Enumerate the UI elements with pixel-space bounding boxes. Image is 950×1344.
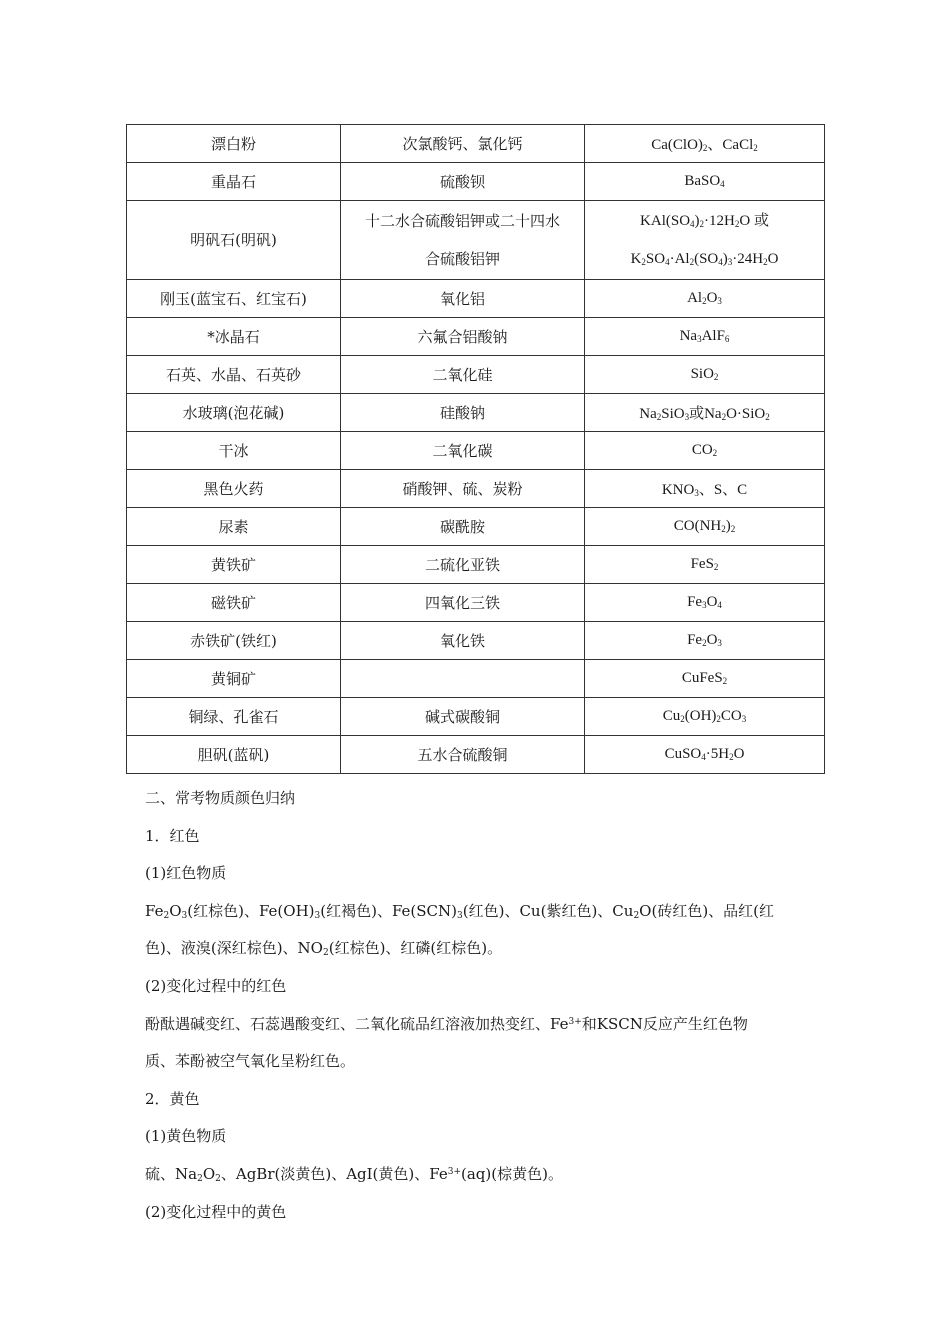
table-row	[127, 201, 825, 280]
main-component-cell: 二氧化碳	[341, 432, 585, 470]
red-text-1-cont: 色)、液溴(深红棕色)、$NO_2$(红棕色)、红磷(红棕色)。	[145, 939, 503, 959]
mineral-name-cell: 尿素	[127, 508, 341, 546]
mineral-table-body	[127, 125, 825, 774]
color-summary-section	[145, 780, 825, 1231]
main-component-cell: 次氯酸钙、氯化钙	[341, 125, 585, 163]
yellow-subheading-2: (2)变化过程中的黄色	[145, 1202, 287, 1221]
chemical-formula-cell: $Al_2O_3$	[585, 280, 825, 318]
chemical-formula-cell: FeS$_2$	[585, 546, 825, 584]
red-subheading-1: (1)红色物质	[145, 864, 227, 883]
mineral-name-cell: 赤铁矿(铁红)	[127, 622, 341, 660]
mineral-table	[126, 124, 825, 774]
table-row	[127, 508, 825, 546]
mineral-name-cell: 水玻璃(泡花碱)	[127, 394, 341, 432]
table-row	[127, 125, 825, 163]
red-text-2: 酚酞遇碱变红、石蕊遇酸变红、二氧化硫品红溶液加热变红、$Fe^{3+}$和KSCN反应产生红色物	[145, 1014, 748, 1033]
table-row	[127, 698, 825, 736]
mineral-name-cell: 黑色火药	[127, 470, 341, 508]
chemical-formula-cell: $CuSO_4\cdot 5H_2O$	[585, 736, 825, 774]
main-component-cell: 氧化铝	[341, 280, 585, 318]
mineral-name-cell: 磁铁矿	[127, 584, 341, 622]
main-component-cell: 五水合硫酸铜	[341, 736, 585, 774]
mineral-name-cell: *冰晶石	[127, 318, 341, 356]
yellow-heading: 2．黄色	[145, 1089, 200, 1108]
chemical-formula-cell: $Fe_3O_4$	[585, 584, 825, 622]
mineral-name-cell: 胆矾(蓝矾)	[127, 736, 341, 774]
red-heading: 1．红色	[145, 826, 200, 845]
table-row	[127, 584, 825, 622]
main-component-cell: 硝酸钾、硫、炭粉	[341, 470, 585, 508]
table-row	[127, 432, 825, 470]
mineral-name-cell: 刚玉(蓝宝石、红宝石)	[127, 280, 341, 318]
main-component-cell: 硅酸钠	[341, 394, 585, 432]
chemical-formula-cell: $Cu_2(OH)_2CO_3$	[585, 698, 825, 736]
main-component-cell: 二氧化硅	[341, 356, 585, 394]
mineral-name-cell: 铜绿、孔雀石	[127, 698, 341, 736]
chemical-formula-cell: $KNO_3$、S、C	[585, 470, 825, 508]
section-heading: 二、常考物质颜色归纳	[145, 789, 296, 807]
table-row	[127, 546, 825, 584]
main-component-cell: 碱式碳酸铜	[341, 698, 585, 736]
main-component-cell: 碳酰胺	[341, 508, 585, 546]
main-component-cell: 硫酸钡	[341, 163, 585, 201]
mineral-name-cell: 漂白粉	[127, 125, 341, 163]
main-component-cell: 二硫化亚铁	[341, 546, 585, 584]
mineral-name-cell: 黄铜矿	[127, 660, 341, 698]
chemical-formula-cell: SiO$_2$	[585, 356, 825, 394]
mineral-name-cell: 黄铁矿	[127, 546, 341, 584]
mineral-name-cell: 干冰	[127, 432, 341, 470]
red-subheading-2: (2)变化过程中的红色	[145, 976, 287, 995]
yellow-subheading-1: (1)黄色物质	[145, 1127, 227, 1146]
table-row	[127, 470, 825, 508]
main-component-cell	[341, 660, 585, 698]
table-row	[127, 280, 825, 318]
main-component-cell: 氧化铁	[341, 622, 585, 660]
red-text-2-cont: 质、苯酚被空气氧化呈粉红色。	[145, 1052, 356, 1071]
chemical-formula-cell: $KAl(SO_4)_2\cdot 12H_2O$ 或 $K_2SO_4\cdot Al_2(SO_4)_3\cdot 24H_2O$	[585, 201, 825, 280]
chemical-formula-cell: $CO(NH_2)_2$	[585, 508, 825, 546]
chemical-formula-cell: BaSO$_4$	[585, 163, 825, 201]
chemical-formula-cell: $Na_2SiO_3$或$Na_2O\cdot SiO_2$	[585, 394, 825, 432]
main-component-cell: 十二水合硫酸铝钾或二十四水 合硫酸铝钾	[341, 201, 585, 280]
mineral-name-cell: 石英、水晶、石英砂	[127, 356, 341, 394]
mineral-name-cell: 明矾石(明矾)	[127, 201, 341, 280]
chemical-formula-cell: CuFeS$_2$	[585, 660, 825, 698]
table-row	[127, 163, 825, 201]
table-row	[127, 660, 825, 698]
table-row	[127, 736, 825, 774]
table-row	[127, 622, 825, 660]
chemical-formula-cell: $Fe_2O_3$	[585, 622, 825, 660]
red-text-1: $Fe_2O_3$(红棕色)、$Fe(OH)_3$(红褐色)、$Fe(SCN)_3$(红色)、Cu(紫红色)、$Cu_2O$(砖红色)、品红(红	[145, 901, 775, 921]
table-row	[127, 318, 825, 356]
chemical-formula-cell: $Na_3AlF_6$	[585, 318, 825, 356]
main-component-cell: 四氧化三铁	[341, 584, 585, 622]
yellow-text-1: 硫、$Na_2O_2$、AgBr(淡黄色)、AgI(黄色)、$Fe^{3+}(aq)$(棕黄色)。	[145, 1164, 563, 1184]
mineral-name-cell: 重晶石	[127, 163, 341, 201]
chemical-formula-cell: $Ca(ClO)_2$、CaCl$_2$	[585, 125, 825, 163]
table-row	[127, 394, 825, 432]
table-row	[127, 356, 825, 394]
main-component-cell: 六氟合铝酸钠	[341, 318, 585, 356]
chemical-formula-cell: $CO_2$	[585, 432, 825, 470]
